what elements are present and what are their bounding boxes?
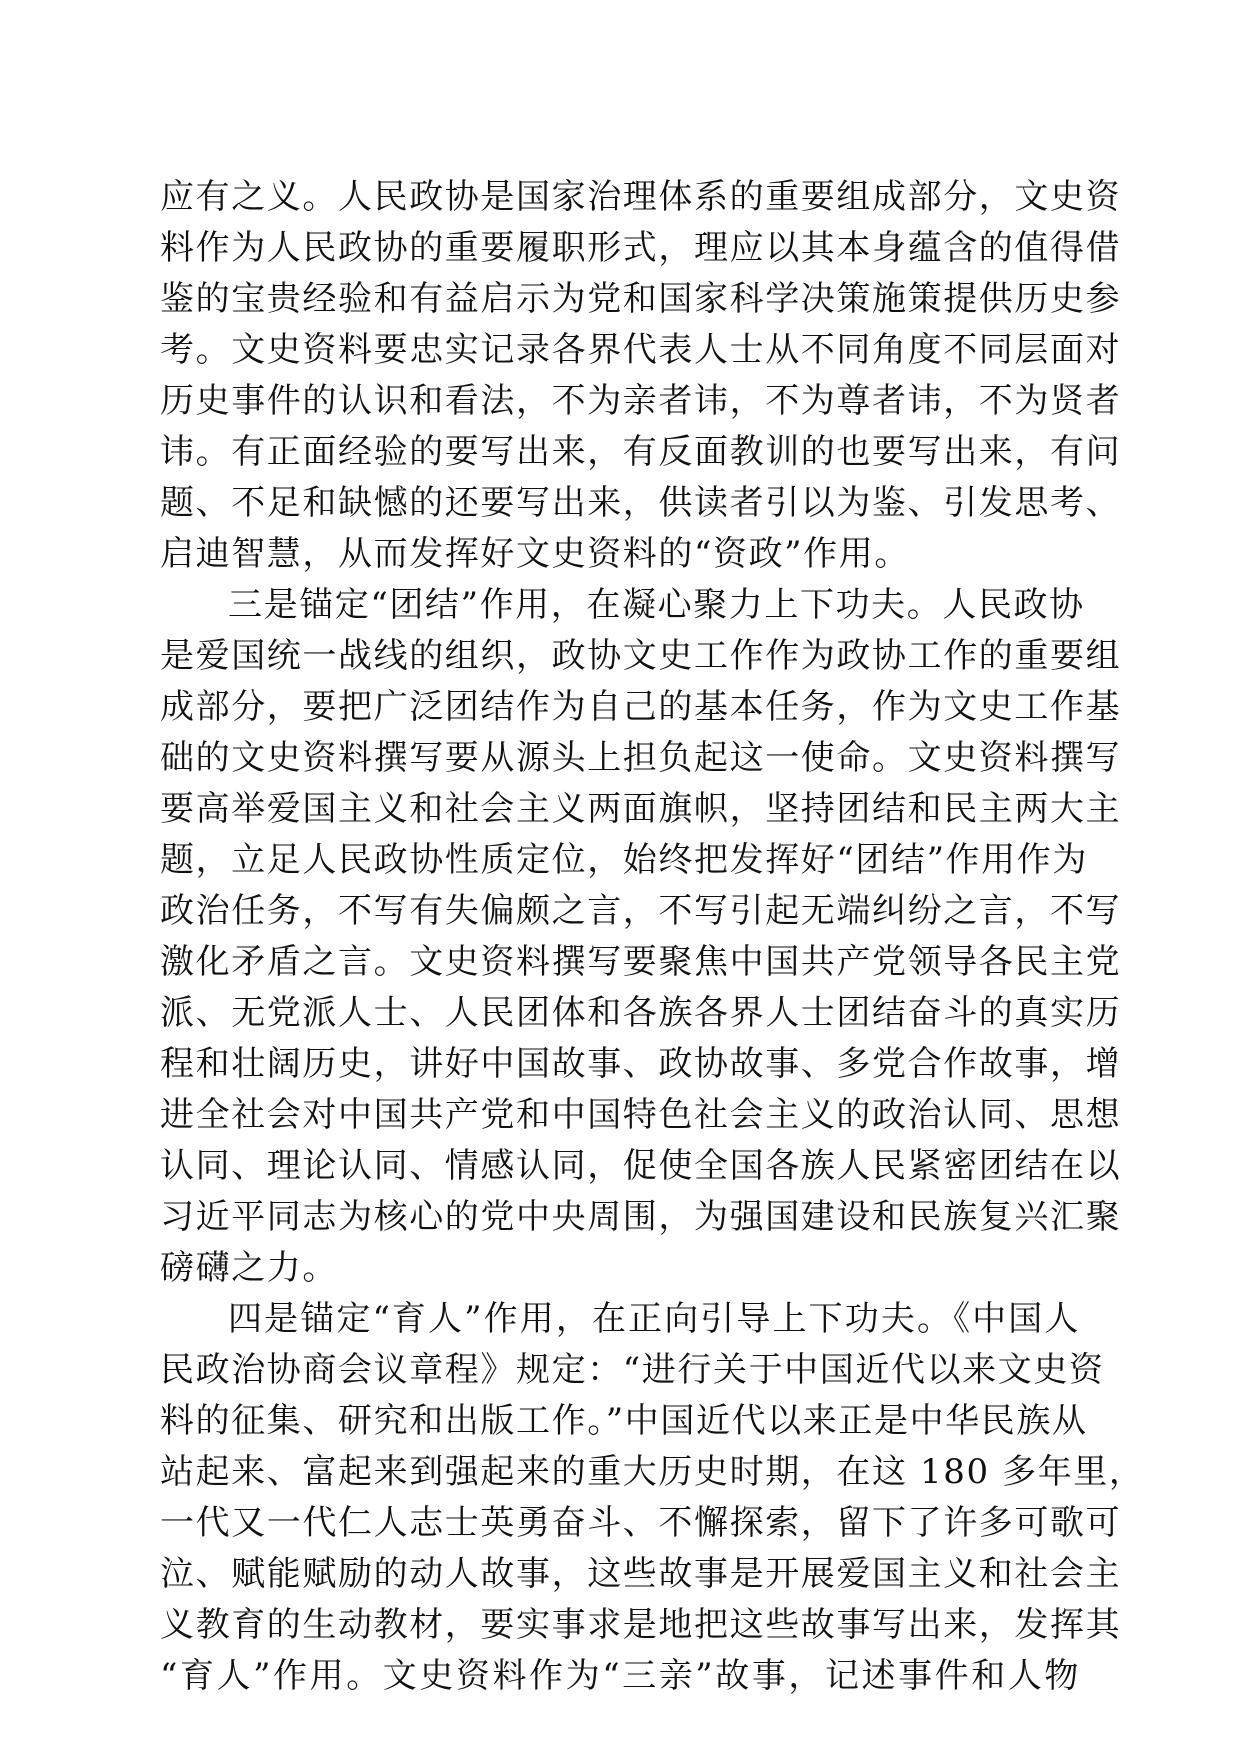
text-line: 进全社会对中国共产党和中国特色社会主义的政治认同、思想	[160, 1095, 1122, 1135]
text-line: 考。文史资料要忠实记录各界代表人士从不同角度不同层面对	[160, 330, 1122, 370]
paragraph	[160, 172, 1122, 580]
text-line: 讳。有正面经验的要写出来，有反面教训的也要写出来，有问	[160, 432, 1122, 472]
text-line: 是爱国统一战线的组织，政协文史工作作为政协工作的重要组	[160, 636, 1122, 676]
paragraph	[160, 1294, 1145, 1702]
text-line: 启迪智慧，从而发挥好文史资料的“资政”作用。	[160, 534, 910, 574]
text-line: 民政治协商会议章程》规定：“进行关于中国近代以来文史资	[160, 1350, 1105, 1390]
text-line: 三是锚定“团结”作用，在凝心聚力上下功夫。人民政协	[228, 585, 1085, 625]
text-line: 料的征集、研究和出版工作。”中国近代以来正是中华民族从	[160, 1401, 1088, 1441]
text-line: 一代又一代仁人志士英勇奋斗、不懈探索，留下了许多可歌可	[160, 1503, 1122, 1543]
text-line: 政治任务，不写有失偏颇之言，不写引起无端纠纷之言，不写	[160, 891, 1122, 931]
paragraph	[160, 580, 1122, 1294]
text-line: 激化矛盾之言。文史资料撰写要聚焦中国共产党领导各民主党	[160, 942, 1122, 982]
document-body	[160, 172, 1145, 1702]
text-line: 义教育的生动教材，要实事求是地把这些故事写出来，发挥其	[160, 1605, 1122, 1645]
document-page	[160, 172, 1145, 1702]
text-line: 题、不足和缺憾的还要写出来，供读者引以为鉴、引发思考、	[160, 483, 1122, 523]
text-line: 认同、理论认同、情感认同，促使全国各族人民紧密团结在以	[160, 1146, 1122, 1186]
text-line: 题，立足人民政协性质定位，始终把发挥好“团结”作用作为	[160, 840, 1088, 880]
text-line: 历史事件的认识和看法，不为亲者讳，不为尊者讳，不为贤者	[160, 381, 1122, 421]
text-line: 础的文史资料撰写要从源头上担负起这一使命。文史资料撰写	[160, 738, 1122, 778]
text-line: 料作为人民政协的重要履职形式，理应以其本身蕴含的值得借	[160, 228, 1122, 268]
text-line: 成部分，要把广泛团结作为自己的基本任务，作为文史工作基	[160, 687, 1122, 727]
text-line: “育人”作用。文史资料作为“三亲”故事，记述事件和人物	[160, 1656, 1080, 1696]
text-line: 站起来、富起来到强起来的重大历史时期，在这 180 多年里，	[160, 1452, 1145, 1492]
text-line: 泣、赋能赋励的动人故事，这些故事是开展爱国主义和社会主	[160, 1554, 1122, 1594]
text-line: 鉴的宝贵经验和有益启示为党和国家科学决策施策提供历史参	[160, 279, 1122, 319]
text-line: 要高举爱国主义和社会主义两面旗帜，坚持团结和民主两大主	[160, 789, 1122, 829]
text-line: 四是锚定“育人”作用，在正向引导上下功夫。《中国人	[228, 1299, 1080, 1339]
text-line: 应有之义。人民政协是国家治理体系的重要组成部分，文史资	[160, 177, 1122, 217]
text-line: 习近平同志为核心的党中央周围，为强国建设和民族复兴汇聚	[160, 1197, 1122, 1237]
text-line: 程和壮阔历史，讲好中国故事、政协故事、多党合作故事，增	[160, 1044, 1122, 1084]
text-line: 派、无党派人士、人民团体和各族各界人士团结奋斗的真实历	[160, 993, 1122, 1033]
text-line: 磅礴之力。	[160, 1248, 338, 1288]
